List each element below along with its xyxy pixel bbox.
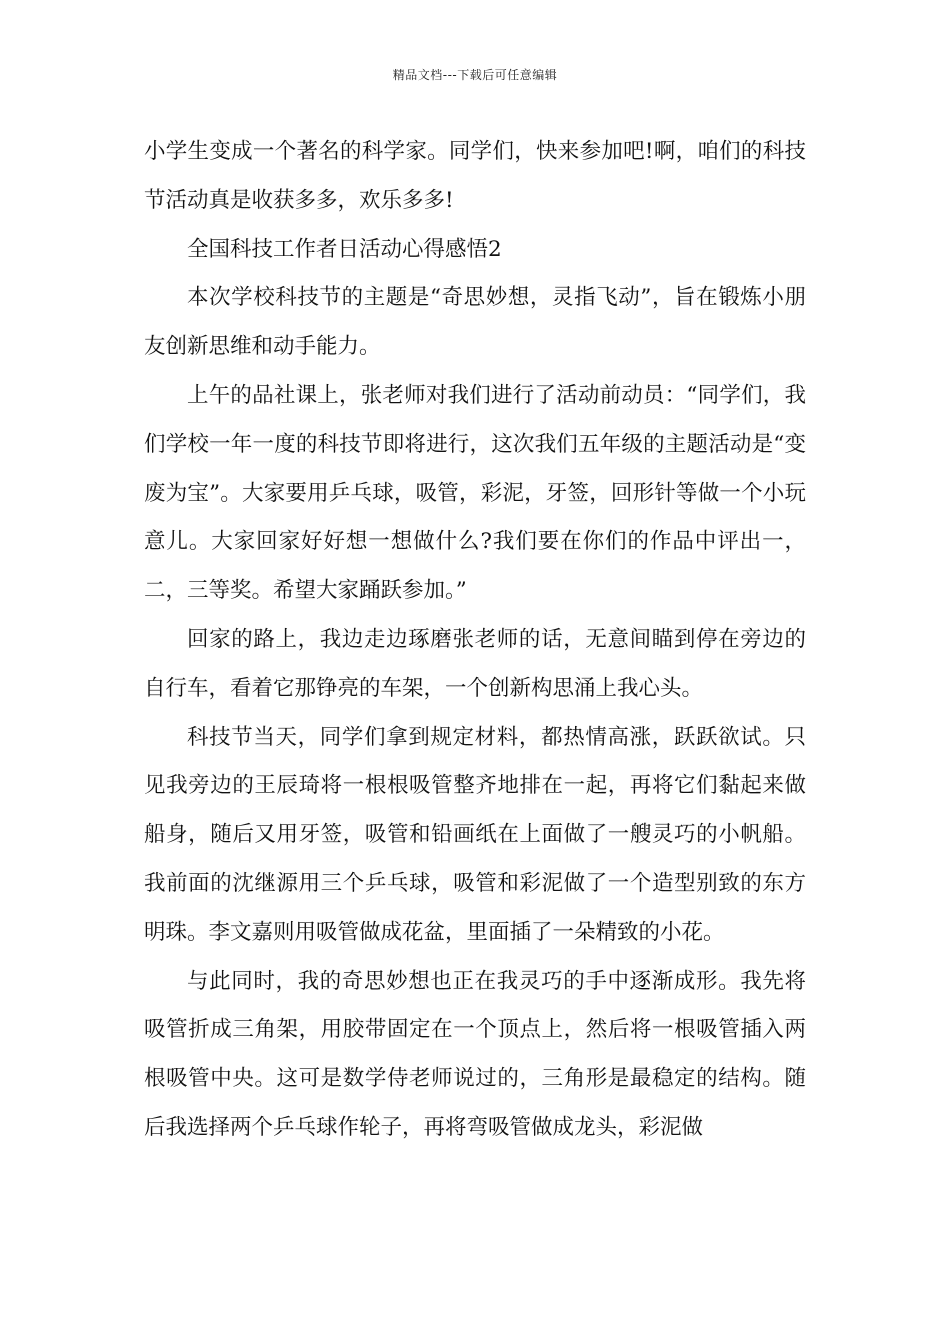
paragraph: 上午的品社课上，张老师对我们进行了活动前动员：“同学们，我们学校一年一度的科技节即将进行，这次我们五年级的主题活动是“变废为宝”。大家要用乒乓球，吸管，彩泥，牙签，回形针等做一个小玩意儿。大家回家好好想一想做什么?我们要在你们的作品中评出一，二，三等奖。希望大家踊跃参加。” — [144, 382, 806, 604]
paragraph: 与此同时，我的奇思妙想也正在我灵巧的手中逐渐成形。我先将吸管折成三角架，用胶带固定在一个顶点上，然后将一根吸管插入两根吸管中央。这可是数学侍老师说过的，三角形是最稳定的结构。随后我选择两个乒乓球作轮子，再将弯吸管做成龙头，彩泥做 — [144, 968, 806, 1140]
paragraph: 本次学校科技节的主题是“奇思妙想，灵指飞动”，旨在锻炼小朋友创新思维和动手能力。 — [144, 285, 806, 360]
document-body — [144, 128, 806, 1153]
section-title: 全国科技工作者日活动心得感悟2 — [187, 236, 502, 262]
paragraph: 科技节当天，同学们拿到规定材料，都热情高涨，跃跃欲试。只见我旁边的王辰琦将一根根吸管整齐地排在一起，再将它们黏起来做船身，随后又用牙签，吸管和铅画纸在上面做了一艘灵巧的小帆船。我前面的沈继源用三个乒乓球，吸管和彩泥做了一个造型别致的东方明珠。李文嘉则用吸管做成花盆，里面插了一朵精致的小花。 — [144, 724, 806, 945]
page-header: 精品文档---下载后可任意编辑 — [392, 68, 558, 82]
paragraph-continuation: 小学生变成一个著名的科学家。同学们，快来参加吧!啊，咱们的科技节活动真是收获多多，欢乐多多! — [144, 139, 806, 213]
paragraph: 回家的路上，我边走边琢磨张老师的话，无意间瞄到停在旁边的自行车，看着它那铮亮的车架，一个创新构思涌上我心头。 — [144, 626, 806, 701]
